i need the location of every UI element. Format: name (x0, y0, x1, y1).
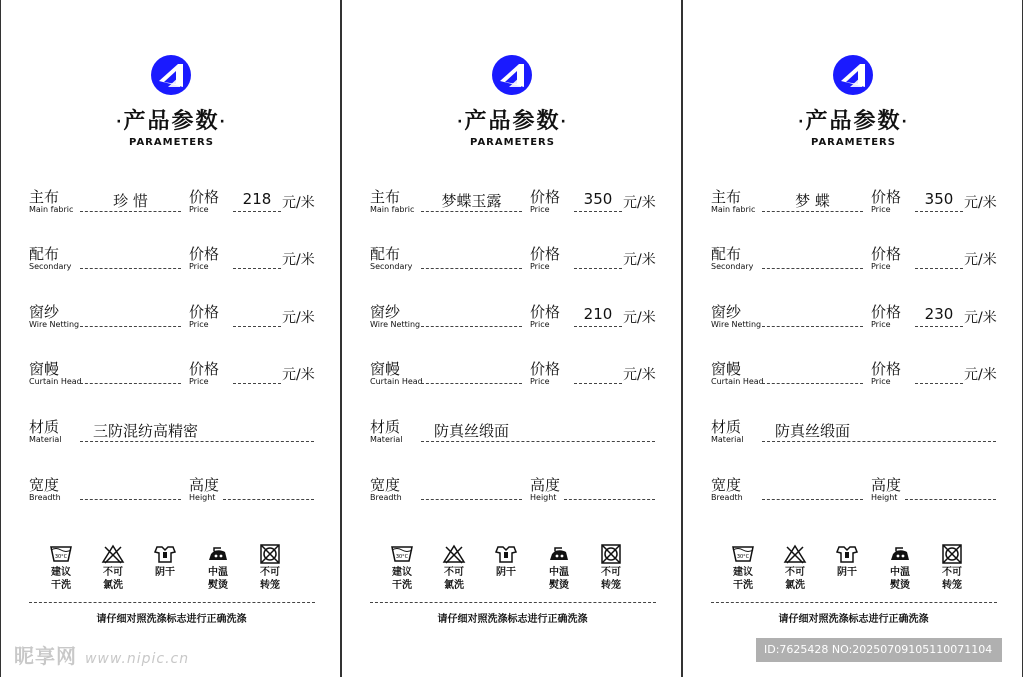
svg-text:30°C: 30°C (54, 554, 68, 560)
wire-price-label-en: Price (189, 320, 209, 329)
care-label: 不可 氯洗 (103, 567, 123, 591)
sheet-subtitle: PARAMETERS (811, 137, 896, 148)
no-tumble-dry-icon (930, 544, 974, 564)
wire-label: 窗纱 (711, 303, 742, 321)
wire-price-value: 230 (924, 305, 954, 323)
row-secondary (1, 243, 342, 283)
breadth-fill-line (762, 499, 863, 500)
secondary-label-en: Secondary (370, 262, 413, 271)
material-fill-line (80, 441, 314, 442)
care-label: 不可 氯洗 (785, 567, 805, 591)
main-price-value: 350 (924, 190, 954, 208)
secondary-price-unit: 元/米 (623, 252, 656, 268)
curtain-label-en: Curtain Head (29, 377, 82, 386)
main-label: 主布 (370, 188, 401, 206)
curtain-label: 窗幔 (29, 360, 60, 378)
secondary-label: 配布 (29, 245, 60, 263)
material-label: 材质 (370, 418, 401, 436)
svg-text:30°C: 30°C (395, 554, 409, 560)
main-label: 主布 (711, 188, 742, 206)
main-value: 梦蝶玉露 (441, 192, 502, 210)
wire-label-en: Wire Netting (29, 320, 80, 329)
main-fill-line (762, 211, 863, 212)
care-label: 中温 熨烫 (890, 567, 910, 591)
care-item (930, 544, 974, 592)
care-label: 不可 转笼 (942, 567, 962, 591)
care-item (380, 544, 424, 592)
iron-medium-icon (878, 544, 922, 564)
height-label: 高度 (530, 476, 561, 494)
secondary-price-label-en: Price (871, 262, 891, 271)
height-label: 高度 (189, 476, 220, 494)
secondary-price-label-en: Price (530, 262, 550, 271)
wire-price-line (233, 326, 281, 327)
main-fill-line (80, 211, 181, 212)
watermark: 昵享网 www.nipic.cn (14, 644, 190, 668)
main-price-line (915, 211, 963, 212)
curtain-label-en: Curtain Head (711, 377, 764, 386)
main-price-value: 350 (583, 190, 613, 208)
curtain-fill-line (762, 383, 863, 384)
row-dimensions (683, 474, 1024, 514)
secondary-label-en: Secondary (29, 262, 72, 271)
care-label: 中温 熨烫 (208, 567, 228, 591)
height-fill-line (223, 499, 314, 500)
no-bleach-icon (91, 544, 135, 564)
row-main (342, 186, 683, 226)
main-label-en: Main fabric (711, 205, 756, 214)
height-label-en: Height (871, 493, 898, 502)
brand-logo-icon (832, 54, 874, 96)
main-price-label-en: Price (189, 205, 209, 214)
row-wire (683, 301, 1024, 341)
row-secondary (342, 243, 683, 283)
care-label: 建议 干洗 (392, 567, 412, 591)
dry-clean-icon (39, 544, 83, 564)
curtain-price-label: 价格 (189, 360, 220, 378)
care-label: 中温 熨烫 (549, 567, 569, 591)
parameter-sheet-2 (341, 0, 682, 677)
breadth-label: 宽度 (370, 476, 401, 494)
main-value: 梦 蝶 (795, 192, 830, 210)
main-price-line (233, 211, 281, 212)
care-symbols (1, 544, 342, 600)
main-price-label: 价格 (189, 188, 220, 206)
sheet-subtitle: PARAMETERS (470, 137, 555, 148)
curtain-price-label: 价格 (530, 360, 561, 378)
curtain-price-unit: 元/米 (623, 367, 656, 383)
main-price-label-en: Price (871, 205, 891, 214)
secondary-label-en: Secondary (711, 262, 754, 271)
curtain-price-unit: 元/米 (964, 367, 997, 383)
material-value: 防真丝缎面 (775, 422, 851, 440)
care-item (773, 544, 817, 592)
wire-label-en: Wire Netting (370, 320, 421, 329)
height-label-en: Height (530, 493, 557, 502)
main-price-label-en: Price (530, 205, 550, 214)
material-value: 三防混纺高精密 (93, 422, 199, 440)
curtain-price-label-en: Price (530, 377, 550, 386)
care-note: 请仔细对照洗涤标志进行正确洗涤 (778, 614, 929, 625)
main-label: 主布 (29, 188, 60, 206)
secondary-price-label-en: Price (189, 262, 209, 271)
main-label-en: Main fabric (370, 205, 415, 214)
breadth-label-en: Breadth (29, 493, 61, 502)
care-label: 阴干 (837, 567, 857, 578)
shade-dry-icon (825, 544, 869, 564)
sheet-title: ·产品参数· (116, 109, 227, 134)
main-price-unit: 元/米 (282, 195, 315, 211)
curtain-price-line (574, 383, 622, 384)
row-curtain (683, 358, 1024, 398)
main-fill-line (421, 211, 522, 212)
breadth-fill-line (421, 499, 522, 500)
material-label-en: Material (29, 435, 62, 444)
wire-price-line (915, 326, 963, 327)
wire-price-value: 210 (583, 305, 613, 323)
main-price-unit: 元/米 (623, 195, 656, 211)
secondary-price-label: 价格 (189, 245, 220, 263)
curtain-fill-line (80, 383, 181, 384)
sheet-title: ·产品参数· (798, 109, 909, 134)
secondary-label: 配布 (370, 245, 401, 263)
main-price-value: 218 (242, 190, 272, 208)
care-label: 建议 干洗 (51, 567, 71, 591)
dry-clean-icon (721, 544, 765, 564)
dry-clean-icon (380, 544, 424, 564)
care-divider (29, 602, 315, 603)
wire-price-line (574, 326, 622, 327)
main-price-label: 价格 (871, 188, 902, 206)
curtain-fill-line (421, 383, 522, 384)
wire-fill-line (762, 326, 863, 327)
parameter-sheet-3 (682, 0, 1023, 677)
wire-fill-line (421, 326, 522, 327)
height-fill-line (905, 499, 996, 500)
iron-medium-icon (537, 544, 581, 564)
care-item (721, 544, 765, 592)
material-label-en: Material (370, 435, 403, 444)
brand-logo-icon (491, 54, 533, 96)
secondary-fill-line (421, 268, 522, 269)
care-item (537, 544, 581, 592)
row-wire (342, 301, 683, 341)
wire-price-label: 价格 (530, 303, 561, 321)
material-fill-line (421, 441, 655, 442)
curtain-label-en: Curtain Head (370, 377, 423, 386)
breadth-label-en: Breadth (370, 493, 402, 502)
wire-price-label-en: Price (530, 320, 550, 329)
main-label-en: Main fabric (29, 205, 74, 214)
row-material (683, 416, 1024, 456)
care-symbols (342, 544, 683, 600)
curtain-price-label-en: Price (871, 377, 891, 386)
care-item (39, 544, 83, 592)
row-material (342, 416, 683, 456)
no-tumble-dry-icon (248, 544, 292, 564)
main-price-label: 价格 (530, 188, 561, 206)
wire-price-unit: 元/米 (623, 310, 656, 326)
care-label: 不可 氯洗 (444, 567, 464, 591)
care-divider (711, 602, 997, 603)
care-label: 建议 干洗 (733, 567, 753, 591)
no-bleach-icon (432, 544, 476, 564)
care-divider (370, 602, 656, 603)
secondary-price-line (233, 268, 281, 269)
care-symbols (683, 544, 1024, 600)
no-tumble-dry-icon (589, 544, 633, 564)
secondary-price-unit: 元/米 (282, 252, 315, 268)
height-fill-line (564, 499, 655, 500)
secondary-price-line (915, 268, 963, 269)
breadth-label-en: Breadth (711, 493, 743, 502)
wire-price-unit: 元/米 (964, 310, 997, 326)
care-item (825, 544, 869, 579)
care-item (484, 544, 528, 579)
material-value: 防真丝缎面 (434, 422, 510, 440)
secondary-price-label: 价格 (530, 245, 561, 263)
brand-logo-icon (150, 54, 192, 96)
wire-price-label-en: Price (871, 320, 891, 329)
row-curtain (342, 358, 683, 398)
height-label-en: Height (189, 493, 216, 502)
material-label-en: Material (711, 435, 744, 444)
row-curtain (1, 358, 342, 398)
wire-label: 窗纱 (29, 303, 60, 321)
care-label: 不可 转笼 (260, 567, 280, 591)
wire-label: 窗纱 (370, 303, 401, 321)
sheet-subtitle: PARAMETERS (129, 137, 214, 148)
row-wire (1, 301, 342, 341)
care-item (248, 544, 292, 592)
parameter-sheet-1 (0, 0, 341, 677)
curtain-label: 窗幔 (711, 360, 742, 378)
care-label: 阴干 (155, 567, 175, 578)
curtain-price-line (233, 383, 281, 384)
care-item (589, 544, 633, 592)
care-item (196, 544, 240, 592)
image-id-bar: ID:7625428 NO:20250709105110071104 (756, 638, 1002, 662)
care-label: 不可 转笼 (601, 567, 621, 591)
svg-text:30°C: 30°C (736, 554, 750, 560)
secondary-price-line (574, 268, 622, 269)
care-note: 请仔细对照洗涤标志进行正确洗涤 (96, 614, 247, 625)
height-label: 高度 (871, 476, 902, 494)
wire-price-label: 价格 (189, 303, 220, 321)
secondary-fill-line (80, 268, 181, 269)
care-note: 请仔细对照洗涤标志进行正确洗涤 (437, 614, 588, 625)
material-label: 材质 (29, 418, 60, 436)
main-price-line (574, 211, 622, 212)
care-label: 阴干 (496, 567, 516, 578)
curtain-price-line (915, 383, 963, 384)
no-bleach-icon (773, 544, 817, 564)
row-material (1, 416, 342, 456)
row-secondary (683, 243, 1024, 283)
shade-dry-icon (143, 544, 187, 564)
secondary-fill-line (762, 268, 863, 269)
row-main (1, 186, 342, 226)
breadth-label: 宽度 (711, 476, 742, 494)
wire-price-label: 价格 (871, 303, 902, 321)
care-item (878, 544, 922, 592)
material-fill-line (762, 441, 996, 442)
main-value: 珍 惜 (113, 192, 148, 210)
iron-medium-icon (196, 544, 240, 564)
wire-price-unit: 元/米 (282, 310, 315, 326)
curtain-label: 窗幔 (370, 360, 401, 378)
wire-label-en: Wire Netting (711, 320, 762, 329)
wire-fill-line (80, 326, 181, 327)
breadth-fill-line (80, 499, 181, 500)
material-label: 材质 (711, 418, 742, 436)
curtain-price-unit: 元/米 (282, 367, 315, 383)
care-item (143, 544, 187, 579)
main-price-unit: 元/米 (964, 195, 997, 211)
shade-dry-icon (484, 544, 528, 564)
care-item (91, 544, 135, 592)
secondary-label: 配布 (711, 245, 742, 263)
care-item (432, 544, 476, 592)
curtain-price-label-en: Price (189, 377, 209, 386)
curtain-price-label: 价格 (871, 360, 902, 378)
row-main (683, 186, 1024, 226)
secondary-price-unit: 元/米 (964, 252, 997, 268)
row-dimensions (1, 474, 342, 514)
breadth-label: 宽度 (29, 476, 60, 494)
row-dimensions (342, 474, 683, 514)
secondary-price-label: 价格 (871, 245, 902, 263)
sheet-title: ·产品参数· (457, 109, 568, 134)
